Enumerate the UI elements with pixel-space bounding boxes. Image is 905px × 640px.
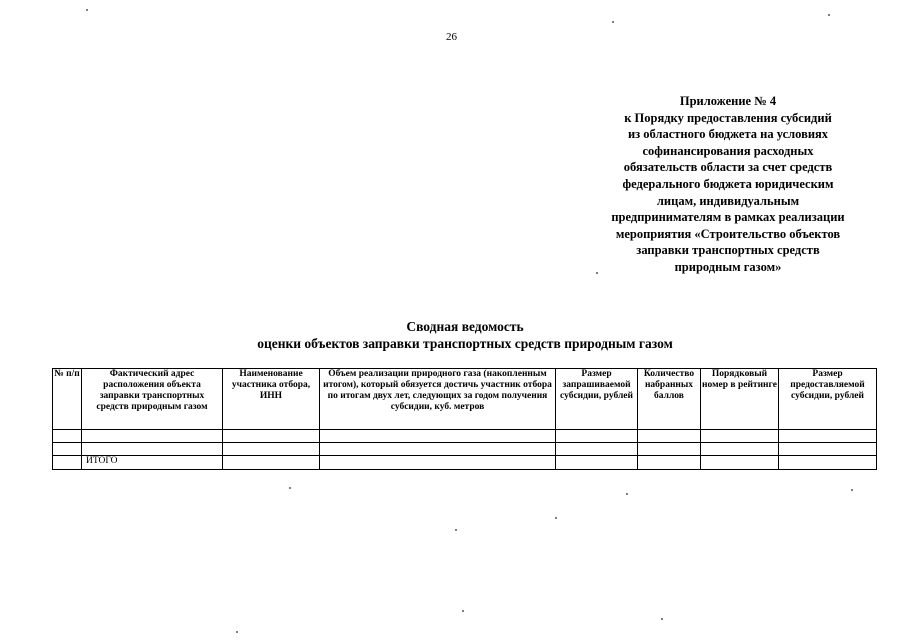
appendix-line: мероприятия «Строительство объектов — [615, 226, 841, 241]
appendix-line: из областного бюджета на условиях — [627, 127, 829, 142]
scan-speck — [828, 14, 830, 16]
col-header-score: Количество набранных баллов — [638, 369, 701, 430]
title-line-1: Сводная ведомость — [406, 319, 524, 334]
col-header-rank: Порядковый номер в рейтинге — [701, 369, 779, 430]
col-header-number: № п/п — [53, 369, 82, 430]
scan-speck — [612, 21, 614, 23]
scan-speck — [289, 487, 291, 489]
scan-speck — [596, 272, 598, 274]
appendix-line: лицам, индивидуальным — [656, 193, 800, 208]
scan-speck — [555, 517, 557, 519]
title-line-2: оценки объектов заправки транспортных средств природным газом — [257, 336, 673, 351]
appendix-line: софинансирования расходных — [642, 143, 814, 158]
appendix-line: природным газом» — [674, 259, 782, 274]
table-header-row — [53, 369, 877, 430]
appendix-line: обязательств области за счет средств — [623, 160, 833, 175]
col-header-address: Фактический адрес расположения объекта заправки транспортных средств природным газом — [82, 369, 223, 430]
scan-speck — [86, 9, 88, 11]
table-total-row — [53, 456, 877, 470]
scan-speck — [236, 631, 238, 633]
col-header-gas-volume: Объем реализации природного газа (накопленным итогом), который обязуется достичь участник отбора по итогам двух лет, следующих за годом получения субсидии, куб. метров — [320, 369, 556, 430]
total-label: ИТОГО — [82, 456, 223, 470]
scan-speck — [661, 618, 663, 620]
col-header-requested-subsidy: Размер запрашиваемой субсидии, рублей — [556, 369, 638, 430]
appendix-heading — [588, 93, 868, 276]
appendix-line: Приложение № 4 — [679, 94, 777, 108]
appendix-line: к Порядку предоставления субсидий — [624, 110, 832, 125]
col-header-granted-subsidy: Размер предоставляемой субсидии, рублей — [779, 369, 877, 430]
table-row — [53, 430, 877, 443]
appendix-line: заправки транспортных средств — [636, 243, 820, 258]
appendix-line: предпринимателям в рамках реализации — [611, 210, 845, 225]
document-title — [200, 318, 730, 352]
scan-speck — [462, 610, 464, 612]
table-row — [53, 443, 877, 456]
scan-speck — [851, 489, 853, 491]
scan-speck — [455, 529, 457, 531]
appendix-line: федерального бюджета юридическим — [622, 176, 834, 191]
summary-table — [52, 368, 877, 470]
col-header-participant: Наименование участника отбора, ИНН — [223, 369, 320, 430]
page-number: 26 — [446, 31, 457, 43]
scan-speck — [626, 493, 628, 495]
